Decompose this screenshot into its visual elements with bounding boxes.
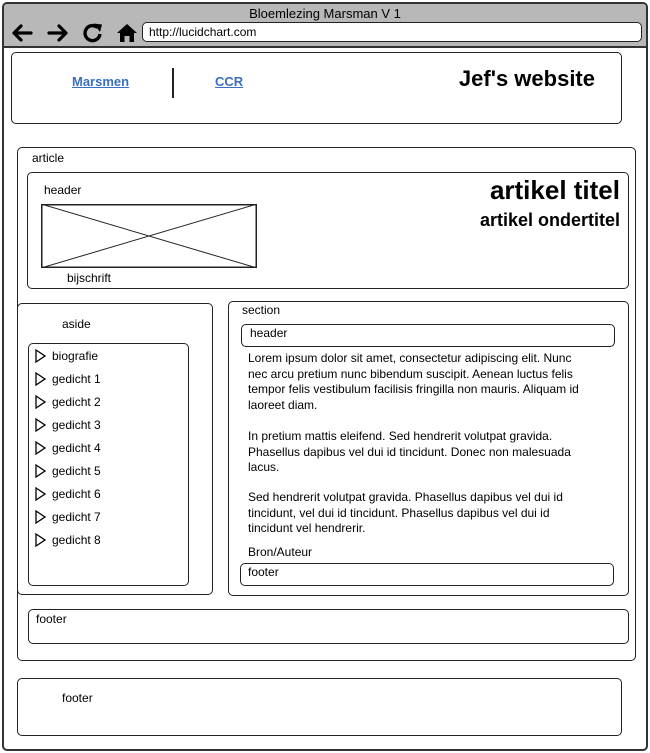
- image-placeholder-icon: [41, 204, 257, 268]
- window-title: Bloemlezing Marsman V 1: [249, 6, 401, 21]
- triangle-right-icon: [35, 487, 46, 501]
- aside-item-gedicht-2[interactable]: [35, 395, 101, 409]
- triangle-right-icon: [35, 372, 46, 386]
- triangle-right-icon: [35, 464, 46, 478]
- section-header-label: header: [250, 326, 288, 340]
- triangle-right-icon: [35, 349, 46, 363]
- site-title: Jef's website: [458, 66, 595, 91]
- aside-item-gedicht-7[interactable]: [35, 510, 101, 524]
- aside-item-label: gedicht 1: [52, 372, 101, 386]
- triangle-right-icon: [35, 395, 46, 409]
- aside-item-label: gedicht 6: [52, 487, 101, 501]
- aside-item-label: gedicht 2: [52, 395, 101, 409]
- aside-item-label: gedicht 4: [52, 441, 101, 455]
- back-arrow-icon[interactable]: [10, 21, 34, 45]
- article-footer-label: footer: [36, 612, 67, 626]
- section-header: [241, 324, 615, 347]
- nav-link-ccr[interactable]: CCR: [215, 74, 244, 89]
- forward-arrow-icon[interactable]: [46, 21, 70, 45]
- page-footer: [17, 678, 622, 736]
- article-header-label: header: [44, 183, 82, 197]
- aside-item-gedicht-6[interactable]: [35, 487, 101, 501]
- triangle-right-icon: [35, 441, 46, 455]
- nav-divider: [172, 68, 174, 98]
- triangle-right-icon: [35, 418, 46, 432]
- article-label: article: [32, 151, 65, 165]
- triangle-right-icon: [35, 533, 46, 547]
- image-caption: bijschrift: [67, 271, 112, 285]
- triangle-right-icon: [35, 510, 46, 524]
- aside-item-label: biografie: [52, 349, 99, 363]
- aside-item-label: gedicht 7: [52, 510, 101, 524]
- aside-label: aside: [62, 317, 91, 331]
- refresh-icon[interactable]: [81, 21, 105, 45]
- article-subtitle: artikel ondertitel: [479, 210, 620, 230]
- article-title: artikel titel: [489, 175, 620, 205]
- aside-item-gedicht-3[interactable]: [35, 418, 101, 432]
- page-footer-label: footer: [62, 691, 93, 705]
- section-paragraph-2: In pretium mattis eleifend. Sed hendrerit volutpat gravida. Phasellus dapibus vel dui id tincidunt. Donec non malesuada lacus.: [248, 429, 571, 474]
- url-bar[interactable]: http://lucidchart.com: [142, 22, 642, 42]
- section-source: Bron/Auteur: [248, 545, 313, 559]
- browser-titlebar: [4, 4, 646, 48]
- aside-item-gedicht-5[interactable]: [35, 464, 101, 478]
- aside-item-label: gedicht 5: [52, 464, 101, 478]
- home-icon[interactable]: [115, 21, 139, 45]
- section-paragraph-3: Sed hendrerit volutpat gravida. Phasellus dapibus vel dui id tincidunt, vel dui id tincidunt. Phasellus dapibus vel dui id tincidunt vel hendrerir.: [248, 490, 563, 535]
- section-footer-label: footer: [248, 565, 279, 579]
- section-label: section: [242, 303, 281, 317]
- nav-link-marsmen[interactable]: Marsmen: [72, 74, 130, 89]
- aside-item-label: gedicht 3: [52, 418, 101, 432]
- aside-item-gedicht-4[interactable]: [35, 441, 101, 455]
- section-paragraph-1: Lorem ipsum dolor sit amet, consectetur adipiscing elit. Nunc nec arcu pretium nunc bibendum suscipit. Aenean luctus felis tempor felis vestibulum facilisis fringilla non mauris. Aliquam id laoreet diam.: [248, 351, 579, 412]
- article-footer: [28, 609, 629, 644]
- aside-item-biografie[interactable]: [35, 349, 98, 363]
- section-footer: [240, 563, 614, 586]
- aside-item-gedicht-1[interactable]: [35, 372, 101, 386]
- aside-item-gedicht-8[interactable]: [35, 533, 101, 547]
- aside-item-label: gedicht 8: [52, 533, 101, 547]
